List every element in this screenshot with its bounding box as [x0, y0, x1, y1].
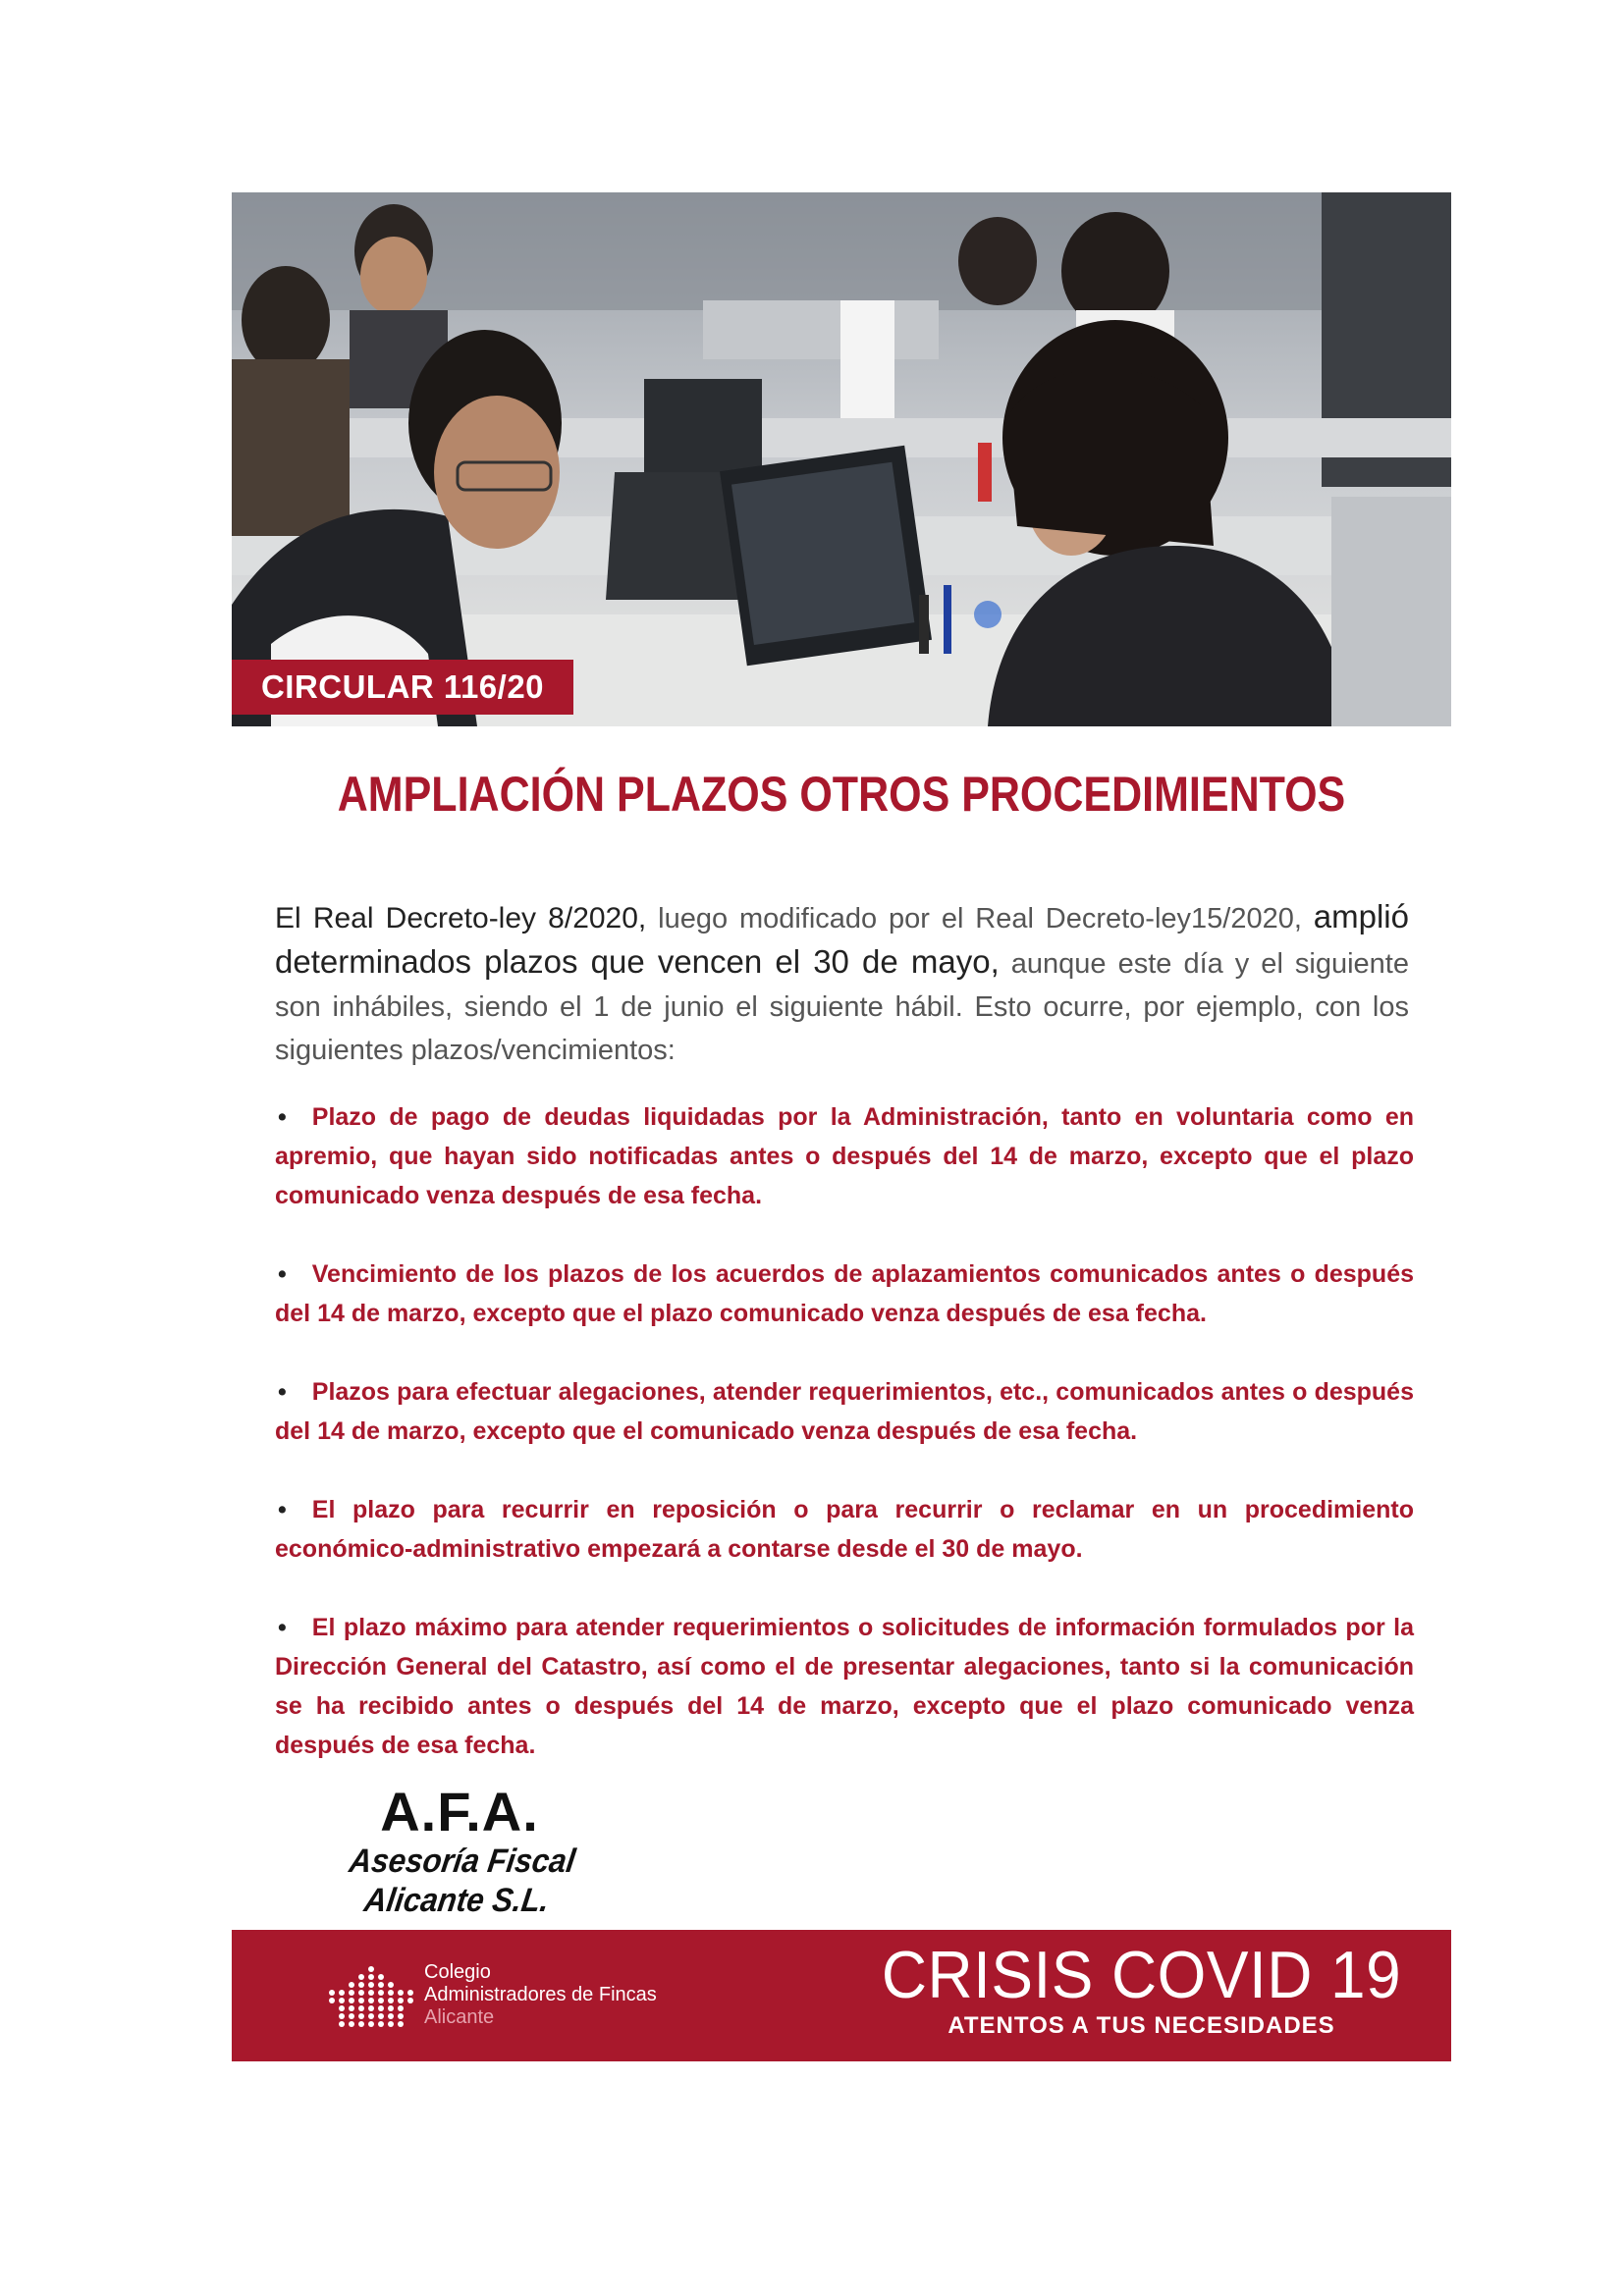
list-item — [275, 1255, 1414, 1333]
office-photo-illustration — [232, 192, 1451, 726]
crisis-banner — [865, 1938, 1418, 2040]
deadline-list — [275, 1097, 1414, 1804]
bullet-icon: • — [278, 1378, 287, 1406]
list-item — [275, 1490, 1414, 1569]
list-item-text: Plazos para efectuar alegaciones, atender requerimientos, etc., comunicados antes o después del 14 de marzo, excepto que el comunicado venza después de esa fecha. — [275, 1378, 1414, 1445]
intro-decree: El Real Decreto-ley 8/2020, — [275, 902, 647, 934]
afa-logo-mark: A.F.A. — [380, 1781, 539, 1842]
bullet-icon: • — [278, 1496, 287, 1523]
intro-rest: aunque este día y el siguiente son inhábiles, siendo el 1 de junio el siguiente hábil. Esto ocurre, por ejemplo, con los siguientes plazos/vencimientos: — [275, 948, 1409, 1066]
colegio-line-1: Colegio — [424, 1961, 491, 1983]
afa-logo — [283, 1783, 636, 1920]
list-item — [275, 1608, 1414, 1765]
footer-banner — [232, 1930, 1451, 2061]
circular-label: CIRCULAR 116/20 — [232, 660, 573, 715]
bullet-icon: • — [278, 1260, 287, 1288]
list-item — [275, 1097, 1414, 1215]
colegio-line-3: Alicante — [424, 2006, 495, 2028]
list-item-text: Plazo de pago de deudas liquidadas por la Administración, tanto en voluntaria como en apremio, que hayan sido notificadas antes o después del 14 de marzo, excepto que el plazo comunicado venza después de esa fecha. — [275, 1103, 1414, 1209]
bullet-icon: • — [278, 1614, 287, 1641]
intro-highlight: amplió determinados plazos que vencen el 30 de mayo, — [275, 898, 1409, 980]
colegio-text — [424, 1961, 657, 2029]
list-item-text: El plazo para recurrir en reposición o para recurrir o reclamar en un procedimiento económico-administrativo empezará a contarse desde el 30 de mayo. — [275, 1496, 1414, 1563]
colegio-dots-icon — [326, 1963, 416, 2036]
colegio-line-2: Administradores de Fincas — [424, 1984, 657, 2005]
list-item-text: Vencimiento de los plazos de los acuerdos de aplazamientos comunicados antes o después del 14 de marzo, excepto que el plazo comunicado venza después de esa fecha. — [275, 1260, 1414, 1327]
crisis-subtitle: ATENTOS A TUS NECESIDADES — [947, 2012, 1335, 2039]
bullet-icon: • — [278, 1103, 287, 1131]
page-title: AMPLIACIÓN PLAZOS OTROS PROCEDIMIENTOS — [337, 767, 1346, 822]
crisis-title: CRISIS COVID 19 — [881, 1938, 1402, 2012]
list-item-text: El plazo máximo para atender requerimientos o solicitudes de información formulados por la Dirección General del Catastro, así como el de presentar alegaciones, tanto si la comunicación se ha recibido antes o después del 14 de marzo, excepto que el plazo comunicado venza después de esa fecha. — [275, 1614, 1414, 1759]
intro-modified: luego modificado por el Real Decreto-ley15/2020, — [646, 903, 1314, 934]
afa-logo-name: Asesoría Fiscal Alicante S.L. — [347, 1842, 578, 1919]
hero-photo — [232, 192, 1451, 726]
list-item — [275, 1372, 1414, 1451]
intro-paragraph — [275, 895, 1409, 1072]
